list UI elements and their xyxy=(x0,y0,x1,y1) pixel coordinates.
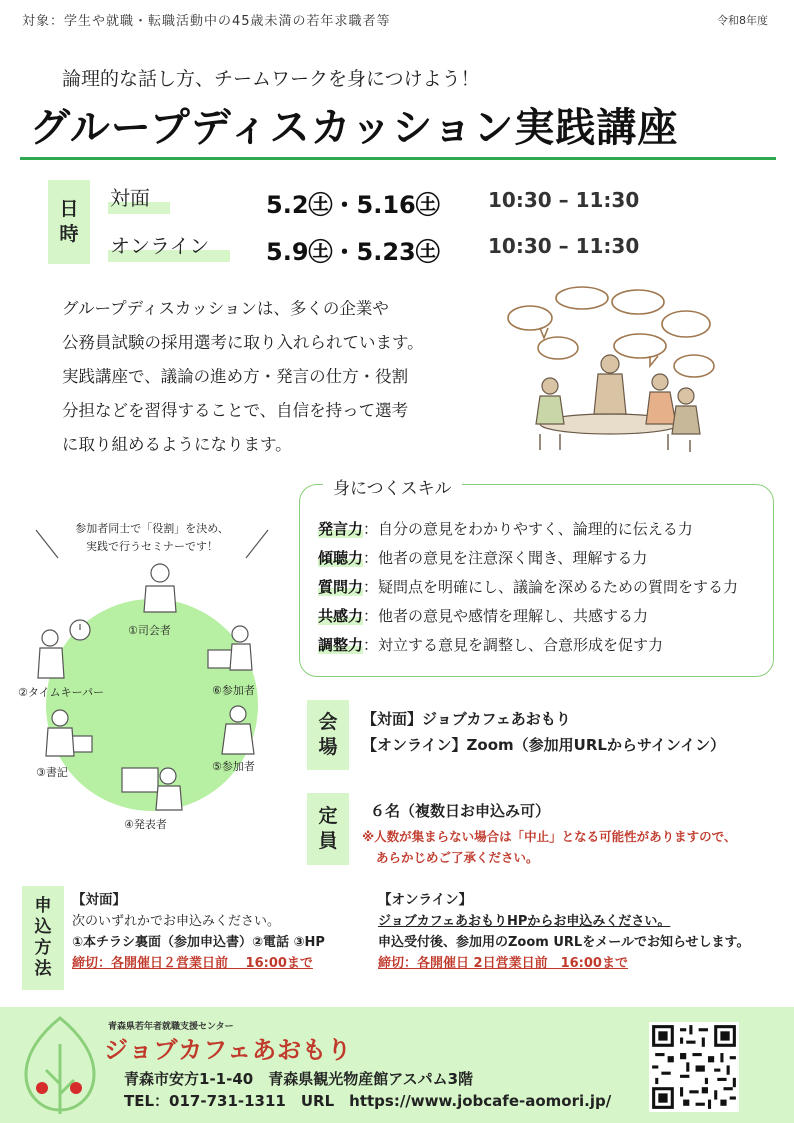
role-label: ②タイムキーパー xyxy=(18,686,105,699)
role-label: ③書記 xyxy=(36,766,68,779)
page-title: グループディスカッション実践講座 xyxy=(30,105,679,151)
apply-in-person-heading: 【対面】 xyxy=(72,892,126,908)
role-label: ④発表者 xyxy=(124,818,167,831)
apply-in-person-methods: ①本チラシ裏面（参加申込書）②電話 ③HP xyxy=(72,935,325,950)
venue-in-person: 【対面】ジョブカフェあおもり xyxy=(362,710,571,728)
roles-caption: 実践で行うセミナーです！ xyxy=(86,540,218,553)
qr-code-icon[interactable] xyxy=(649,1022,739,1112)
fiscal-year: 令和8年度 xyxy=(717,14,768,27)
intro-line: グループディスカッションは、多くの企業や xyxy=(62,299,389,318)
dates-online: 5.9㊏・5.23㊏ xyxy=(266,238,440,266)
dates-in-person: 5.2㊏・5.16㊏ xyxy=(266,191,440,219)
venue-tag-char: 場 xyxy=(318,736,338,758)
schedule-tag-char: 日 xyxy=(59,198,79,221)
roles-diagram xyxy=(0,510,290,840)
intro-line: に取り組めるようになります。 xyxy=(62,435,292,454)
title-divider xyxy=(20,157,776,160)
time-online: 10:30 – 11:30 xyxy=(488,234,640,258)
caption-slash xyxy=(246,530,268,558)
footer-contact[interactable]: TEL：017-731-1311 URL https://www.jobcafe-aomori.jp/ xyxy=(124,1092,612,1110)
skill-name: 調整力 xyxy=(318,636,364,654)
capacity-tag xyxy=(307,793,349,865)
apply-online xyxy=(378,890,750,974)
apply-tag xyxy=(22,886,64,990)
skill-desc: ：自分の意見をわかりやすく、論理的に伝える力 xyxy=(363,520,693,538)
apply-tag-char: 法 xyxy=(34,959,52,980)
apply-in-person-line: 次のいずれかでお申込みください。 xyxy=(72,914,281,929)
person-icon xyxy=(144,564,176,612)
time-in-person: 10:30 – 11:30 xyxy=(488,188,640,212)
apply-in-person xyxy=(72,890,325,974)
skills-title: 身につくスキル xyxy=(323,474,462,499)
roles-caption: 参加者同士で「役割」を決め、 xyxy=(75,522,229,535)
intro-line: 実践講座で、議論の進め方・発言の仕方・役割 xyxy=(62,367,409,386)
venue-tag xyxy=(307,700,349,770)
footer-org: 青森県若年者就職支援センター xyxy=(108,1022,234,1032)
capacity-note-line: あらかじめご了承ください。 xyxy=(376,850,539,865)
skill-name: 質問力 xyxy=(318,578,364,596)
skill-name: 発言力 xyxy=(318,520,364,538)
mode-in-person: 対面 xyxy=(110,186,150,210)
intro-line: 公務員試験の採用選考に取り入れられています。 xyxy=(62,333,424,352)
skill-item xyxy=(318,576,738,597)
schedule-tag-char: 時 xyxy=(59,223,79,245)
apply-online-line[interactable]: ジョブカフェあおもりHPからお申込みください。 xyxy=(378,914,671,929)
capacity-tag-char: 員 xyxy=(318,830,338,852)
skill-name: 傾聴力 xyxy=(318,549,364,567)
role-label: ⑥参加者 xyxy=(212,684,255,697)
apply-tag-char: 申 xyxy=(34,895,52,916)
apply-online-heading: 【オンライン】 xyxy=(378,892,473,908)
apply-tag-char: 込 xyxy=(34,916,52,937)
skill-desc: ：他者の意見を注意深く聞き、理解する力 xyxy=(363,549,648,567)
target-audience: 対象：学生や就職・転職活動中の45歳未満の若年求職者等 xyxy=(22,14,391,29)
capacity-tag-char: 定 xyxy=(318,805,338,828)
intro-text xyxy=(62,292,482,462)
skill-item xyxy=(318,547,647,568)
apply-online-deadline: 締切：各開催日 2日営業日前 16:00まで xyxy=(378,956,628,971)
skill-item xyxy=(318,634,663,655)
discussion-illustration xyxy=(500,284,720,454)
skill-name: 共感力 xyxy=(318,607,364,625)
venue-tag-char: 会 xyxy=(318,711,338,734)
skill-item xyxy=(318,518,693,539)
apply-online-note: 申込受付後、参加用のZoom URLをメールでお知らせします。 xyxy=(378,935,750,950)
role-label: ⑤参加者 xyxy=(212,760,255,773)
jobcafe-logo-icon xyxy=(22,1014,98,1118)
capacity-value: ６名（複数日お申込み可） xyxy=(370,802,551,820)
apply-in-person-deadline: 締切：各開催日２営業日前 16:00まで xyxy=(72,956,313,971)
schedule-tag xyxy=(48,180,90,264)
subtitle: 論理的な話し方、チームワークを身につけよう！ xyxy=(62,68,480,90)
capacity-note-line: ※人数が集まらない場合は「中止」となる可能性がありますので、 xyxy=(362,829,737,844)
apply-tag-char: 方 xyxy=(34,938,52,958)
role-label: ①司会者 xyxy=(128,624,171,637)
footer-name: ジョブカフェあおもり xyxy=(104,1036,353,1064)
mode-online: オンライン xyxy=(110,234,210,258)
skill-desc: ：他者の意見や感情を理解し、共感する力 xyxy=(363,607,649,625)
caption-slash xyxy=(36,530,58,558)
skill-item xyxy=(318,605,648,626)
capacity-note xyxy=(362,826,736,868)
venue-online: 【オンライン】Zoom（参加用URLからサインイン） xyxy=(362,736,726,754)
skill-desc: ：疑問点を明確にし、議論を深めるための質問をする力 xyxy=(363,578,739,596)
skill-desc: ：対立する意見を調整し、合意形成を促す力 xyxy=(363,636,664,654)
footer-address: 青森市安方1-1-40 青森県観光物産館アスパム3階 xyxy=(124,1070,474,1088)
intro-line: 分担などを習得することで、自信を持って選考 xyxy=(62,401,409,420)
